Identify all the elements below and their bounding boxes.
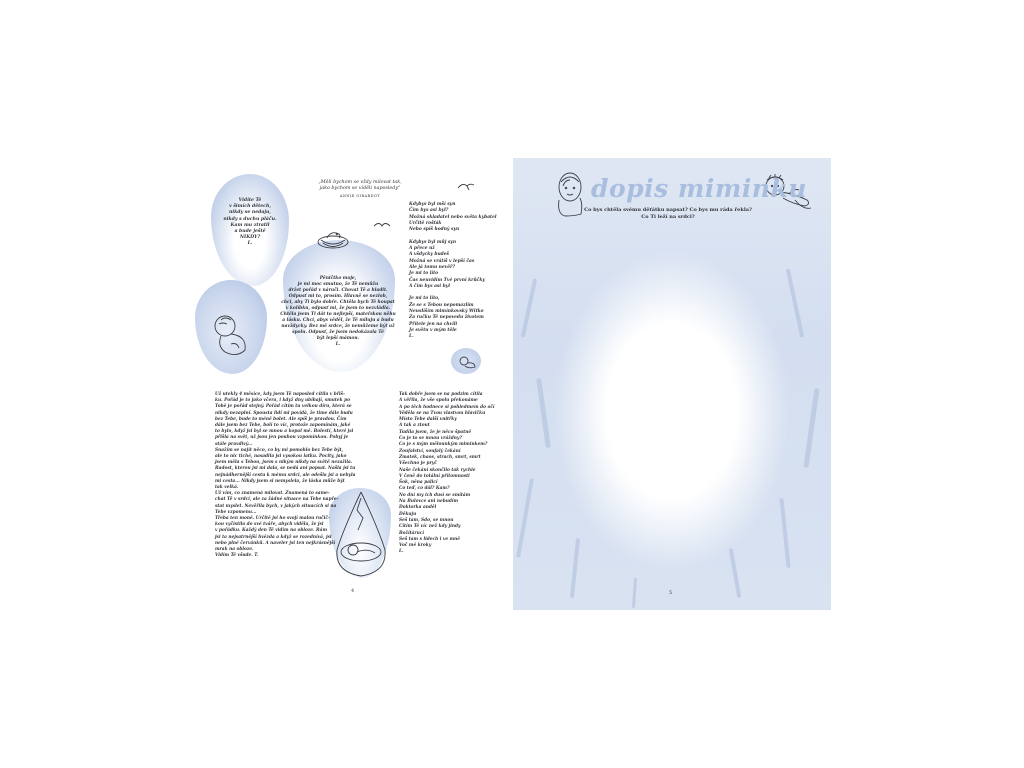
bird-nest-icon	[313, 226, 353, 250]
baby-small-icon	[457, 354, 479, 370]
bird-flying-icon	[373, 220, 391, 232]
baby-curled-icon	[207, 310, 257, 360]
watercolor-streak	[632, 578, 637, 608]
letter-bottom-right: Tak dobře jsem se na podzim cítila A věřila, že vše spolu překonáme A po těch hodnece si pohledmem do očí Věděla se na Tvou vlastvou hlavičku Místo Tebe další vnitřky A tak a ztout Tudíla jsem, že je něco špatně Co je to se mnou vráždny? Co je s mým mělounkým miminkem? Zoufalství, soufalý čekání Zmatek, chaos, strach, smrt, smrt Všechno je pryč Naše čekání skončilo tak rychle V čeně do totální přítomnosti Šok, něna palicí Co teď, co dál? Kam? No dní my ich dusí se smítám Na Bulovce ani nebudím Doktorka anděl Děkuju Seš tam, Sdo, se mnou Cítím Tě víc než kdy jindy Božítárucí Seš tam s lidech i ve mně Voč mé kroky L.	[399, 392, 495, 555]
letter-bottom-left: Už utekly 4 měsíce, kdy jsem Tě naposled cítila v břiš- ku. Pořád je to jako včera, i když dny ubíhají, smutek po Tobě je pořád stejný. Pořád cítím tu velkou díru, která se nikdy nezaplní. Spousta lidí mi povídá, že time dále budu bez Tebe, bude to méně bolet. Ale spíš je pravdou. Čím dále jsem bez Tebe, bolí to víc, protože zapomínám, jaké to bylo, když jsi byl se mnou a kopal mě. Bolestí, které jsi přišla na svět, už jsou jen pouhou vzpomínkou. Pobyj je stále pravdivý... Snažím se najít něco, co by mi pomohlo bez Tebe být, ale to nic tiché, nasadila jsi vysokou laťku. Pocity, jako jsem měla s Tebou, jsem s nikým nikdy na světě nezažila. Radost, kterou jsi mi dala, se nedá ani popsat. Našla jsi tu nejnádhernější cestu k mému srdci, ale odešla jsi a nebyla mi cesta... Nikdy jsem si nemyslela, že láska může být tak velká. Už vím, co znamená milovat. Znamená to same- chat Tě v srdci, ale za žádné situace na Tebe napře- stat myslet. Nevěřila bych, v jakých situacích si na Tebe vzpomenu... Třeba ten moně. Určitě jsi ho svojí malou ručič- kou vyčistila do své tváře, abych viděla, že jsi v pořádku. Každý den Tě vidím na obloze. Rám jsi ta nejsatrnější hvězda a když se rozednívá, jsi nebo plné červánků. A naveler jsi ten nejkrásnější mrak na obloze. Vidím Tě všude. T.	[215, 392, 356, 559]
poem-right-column: Kdybys byl mší syn Čím bys asi byl? Možná skladatel nebo světa kybatel Určitě rošťák Nebo spíš hodný syn Kdybys byl můj syn A přece už A všdycky budeš Možná se vrátíš v lepší čas Ale já tomu nevěř? Je mi to líto Čas neuvidím Tvé první krůčky A čím bys asi byl Je mi to líto, Že se s Tebou nepomazlím Neuslíším mimínkovský Wiťko Za ručku Tě nepovedu životem Přítele jen na chvíli Je světu v mým těle L.	[409, 202, 497, 340]
watercolor-streak	[786, 268, 804, 337]
watercolor-streak	[779, 498, 790, 568]
page-number-left: 4	[351, 588, 355, 594]
watercolor-streak	[729, 548, 742, 598]
poem-big-drop: Pěničtko moje, je mi moc smutno, že Tě nemůžu držet pořád v náruči. Chovat Tě a hladit. Odpusť mi to, prosím. Hlavně se nezlob, chci, aby Ti bylo dobře. Chtěla bych Tě houpat v kolíbku, odpusť mi, že jsem to nezvládla. Chtěla jsem Ti dát to nejlepší, mateřskou něhu a lásku. Chci, abys věděl, že Tě miluju a budu navždycky. Bez mě srdce, že nemůžeme být už spolu. Odpusť, že jsem nedokázala Tě být lepší mámou. L.	[280, 276, 396, 347]
page-subtitle: Co bys chtěla svému děťátku napsat? Co bys mu ráda řekla? Co Ti leží na srdci?	[584, 207, 752, 220]
quote-text: „Měli bychom se vždy milovat tak, jako bychom se viděli naposledy"	[318, 180, 402, 191]
watercolor-streak	[803, 388, 819, 468]
child-portrait-icon	[553, 170, 587, 218]
watercolor-streak	[570, 538, 580, 598]
page-number-right: 5	[669, 590, 673, 596]
watercolor-streak	[516, 478, 534, 557]
watercolor-streak	[521, 278, 537, 338]
right-page	[513, 158, 831, 610]
bird-icon	[457, 180, 475, 192]
poem-drop-small: Vidíte Tě v šimích dětech, nikdy se nedaju, nikdy s duchu pláču. Kam mu ztratil a bude ještě NIKDY? L.	[223, 198, 277, 247]
quote-author: ANNIE GIRARDOT	[339, 194, 381, 198]
watercolor-streak	[536, 378, 551, 448]
page-title: dopis miminku	[591, 174, 807, 203]
left-page	[195, 158, 515, 610]
